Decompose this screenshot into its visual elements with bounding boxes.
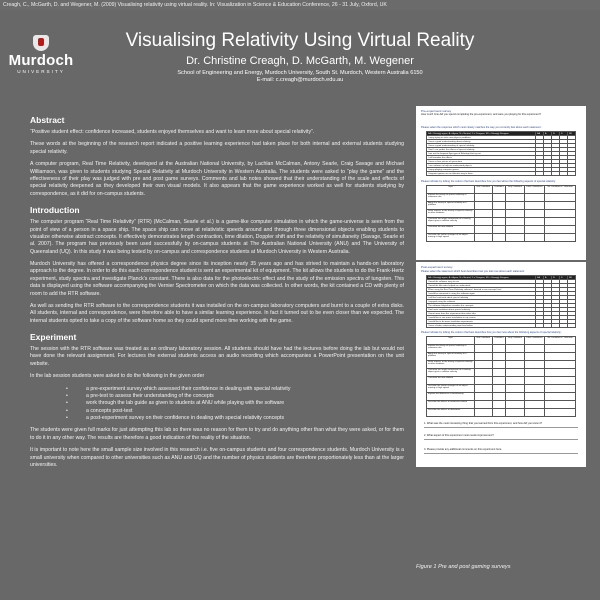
free-response-question: 1. What was the most interesting thing that you learned from this experiment, and how did you know it? xyxy=(424,422,543,425)
pre-survey-agree-table xyxy=(426,131,576,176)
table-cell: State aspects of the theory of special relativity to other students xyxy=(427,361,475,369)
crest-icon xyxy=(33,35,49,51)
main-text-column xyxy=(30,108,404,474)
table-header: A xyxy=(544,132,552,136)
pre-survey-instruction: Please indicate by ticking the column that best describes how you feel about the following aspects of special relativity: xyxy=(421,180,556,183)
free-response-question: 3. Please provide any additional comments on this experiment here. xyxy=(424,448,502,451)
table-cell: I would like to see more simulations in my course xyxy=(427,316,536,320)
divider xyxy=(424,453,578,454)
table-cell: Computer games are an effective way to learn xyxy=(427,172,536,176)
list-item: • a concepts post-test xyxy=(30,408,404,415)
pre-survey-page xyxy=(416,106,586,260)
table-row xyxy=(427,345,576,353)
poster-affiliation: School of Engineering and Energy, Murdoch University, South St. Murdoch, Western Australia 6150 xyxy=(177,70,423,76)
introduction-paragraph: The computer program “Real Time Relativity” (RTR) (McCalman, Searle et al.) is a game-like computer simulation in which the game-universe is seen from the point of view of a person in a space ship. The space ship can move at relativistic speeds around and through three dimensional objects enabling students to visualize otherwise abstract concepts. It effectively demonstrates length contraction, time dilation, Doppler shift and the relativity of simultaneity (Savage, Searle et al. 2007). The program has previously been used successfully by on-campus students at The Australian National University (ANU) and The University of Queensland (UQ). In this study it was being tested by on-campus and correspondence students at Murdoch University in Western Australia. xyxy=(30,219,404,255)
introduction-paragraph: As well as sending the RTR software to the correspondence students it was installed on the on-campus laboratory computers and burnt to a couple of extra disks. All students, internal and correspondence, were therefore able to have a similar learning experience. In fact it turned out to be even closer than we expected. The internal students opted to take a copy of the software home so they could spend more time working with the game. xyxy=(30,302,404,324)
table-header: SD xyxy=(568,276,576,280)
table-header: Topic xyxy=(427,186,475,194)
abstract-heading: Abstract xyxy=(30,115,65,125)
table-header: Little Confidence xyxy=(524,186,545,194)
table-header: Confident xyxy=(492,337,505,345)
poster-email: E-mail: c.creagh@murdoch.edu.au xyxy=(256,77,344,83)
poster-authors: Dr. Christine Creagh, D. McGarth, M. Wegener xyxy=(186,55,414,67)
pre-survey-confidence-table xyxy=(426,185,576,242)
table-header: SA = Strongly agree, A = Agree, N = Neutral, D = Disagree, SD = Strongly Disagree xyxy=(427,276,536,280)
table-row xyxy=(427,218,576,226)
citation-text: Creagh, C., McGarth, D. and Wegener, M. (2009) Visualising relativity using virtual reality. In: Visualization in Science & Education Conference, 26 - 31 July, Oxford, UK xyxy=(3,2,387,8)
pre-survey-title: Pre-experiment survey xyxy=(421,109,452,113)
introduction-heading: Introduction xyxy=(30,205,80,216)
table-cell: I found the lab notes helped me understand xyxy=(427,284,536,288)
table-cell: I learnt more from this experiment than other labs xyxy=(427,312,536,316)
table-header: N xyxy=(552,276,560,280)
post-survey-agree-table xyxy=(426,275,576,328)
post-survey-instruction: Please select the statement which best describes how you feel now about each statement: xyxy=(421,270,525,273)
table-header: A xyxy=(544,276,552,280)
table-cell: I have a clear picture of space-time xyxy=(427,160,536,164)
table-row xyxy=(427,409,576,417)
table-cell: I enjoy trying to solve new physics problems xyxy=(427,136,536,140)
table-row xyxy=(427,172,576,176)
divider xyxy=(424,439,578,440)
experiment-steps-list xyxy=(30,386,404,423)
table-header: No Confidence / Unknown xyxy=(545,186,576,194)
table-row xyxy=(427,369,576,377)
table-header: Topic xyxy=(427,337,475,345)
abstract-paragraph: A computer program, Real Time Relativity, developed at the Australian National University, by Lachlan McCalman, Antony Searle, Craig Savage and Michael Williamson, was given to students studying Special Relativity at Murdoch University in Western Australia. The students were asked to “play the game” and the effectiveness of their play was judged with pre and post game surveys. Comments and lab notes showed that their understanding of the scale and effects of special relativity deepened as they developed their own visual models. It also appears that the game experience worked as well for students studying by correspondence, as it did for on-campus students. xyxy=(30,161,404,197)
table-cell: I enjoy playing computer games xyxy=(427,168,536,172)
table-header: D xyxy=(560,276,568,280)
table-row xyxy=(427,324,576,328)
table-cell: Describe the effects of aberration xyxy=(427,409,475,417)
table-header: Not Confident xyxy=(475,337,493,345)
table-cell: Explain the theory of special relativity to someone else xyxy=(427,194,475,202)
introduction-paragraph: Murdoch University has offered a correspondence physics degree since its inception nearly 35 years ago and has strived to maintain a hands-on laboratory approach to the degree. In order to do this each correspondence student is sent an experimental kit of equipment. The kit allows the students to do the Frank-Hertz experiment, study spectra and investigate Planck’s constant. There is also data for the photoelectric effect and the study of the emission spectra of tungsten. This data is displayed using the software accompanying the Vernier Spectrometer on which the data was collected. In other words, the kit contained a CD with plenty of room to add the RTR software. xyxy=(30,261,404,297)
table-cell: The software helped me visualize the concepts xyxy=(427,304,536,308)
table-header: SA xyxy=(536,276,544,280)
table-row xyxy=(427,361,576,369)
logo-subtitle: UNIVERSITY xyxy=(17,69,65,74)
post-survey-confidence-table xyxy=(426,336,576,417)
abstract-paragraph: These words at the beginning of the research report indicated a positive learning experience had taken place for both internal and external students studying special relativity. xyxy=(30,141,404,155)
table-cell: I use software to help me understand physics xyxy=(427,164,536,168)
table-header: No Confidence / Unknown xyxy=(545,337,576,345)
table-header: SD xyxy=(568,132,576,136)
table-header: N xyxy=(552,132,560,136)
table-row xyxy=(427,385,576,393)
table-cell: Apply the theory of special relativity to a problem xyxy=(427,202,475,210)
table-row xyxy=(427,393,576,401)
table-header: SA = Strongly agree, A = Agree, N = Neutral, D = Disagree, SD = Strongly Disagree xyxy=(427,132,536,136)
list-item: • work through the lab guide as given to students at ANU while playing with the software xyxy=(30,400,404,407)
post-survey-title: Post-experiment survey xyxy=(421,265,453,269)
table-cell: I have a good understanding of special relativity xyxy=(427,144,536,148)
post-survey-instruction: Please indicate by ticking the column that best describes how you feel now about the following aspects of special relativity: xyxy=(421,331,562,334)
table-cell: Explain the difference of simultaneity xyxy=(427,393,475,401)
divider xyxy=(424,427,578,428)
table-cell: Apply the theory of special relativity to a problem xyxy=(427,353,475,361)
poster-title: Visualising Relativity Using Virtual Reality xyxy=(125,30,475,51)
table-cell: Calculate the time dilation xyxy=(427,226,475,234)
experiment-heading: Experiment xyxy=(30,332,77,342)
table-cell: I have a good understanding about relativity xyxy=(427,140,536,144)
experiment-paragraph: In the lab session students were asked to do the following in the given order xyxy=(30,373,205,380)
experiment-paragraph: The session with the RTR software was treated as an ordinary laboratory session. All students should have had the lectures before doing the lab but would not have done the relevant assignment. For lectures the external students access an audio recording which accompanies a PowerPoint presentation on the unit website. xyxy=(30,346,404,367)
table-cell: When using the Real Time Relativity software I learned a new concept I feel xyxy=(427,288,536,292)
poster xyxy=(0,10,600,600)
table-row xyxy=(427,202,576,210)
table-cell: Calculate the length contraction of a moving object given a relative velocity xyxy=(427,369,475,377)
table-cell: I would like to do more simulation experiments xyxy=(427,320,536,324)
survey-figure xyxy=(416,106,586,467)
table-header: Very Confident xyxy=(505,186,524,194)
figure-caption: Figure 1 Pre and post gaming surveys xyxy=(416,564,511,570)
pre-survey-question: How much time did you spend completing the pre-experiment, and were you playing for this experiment? xyxy=(421,113,541,116)
table-header: D xyxy=(560,132,568,136)
table-cell: Explain the theory of special relativity to someone else xyxy=(427,345,475,353)
experiment-paragraph: It is important to note here the small sample size involved in this research i.e. five on-campus students and four correspondence students. Murdoch University is a small university when compared to other universities such as ANU and UQ and the number of physics students are therefore proportionately less than at the larger universities. xyxy=(30,447,404,468)
table-cell: I have a better understanding now than before xyxy=(427,324,536,328)
logo-name: Murdoch xyxy=(8,52,74,69)
post-survey-page xyxy=(416,262,586,467)
table-cell: Calculate the length contraction of a moving object given a relative velocity xyxy=(427,218,475,226)
table-row xyxy=(427,210,576,218)
table-cell: I would be interested in using the software again xyxy=(427,292,536,296)
table-cell: State aspects of the theory of special relativity to other students xyxy=(427,210,475,218)
table-cell: I enjoyed using the software xyxy=(427,300,536,304)
table-cell: Describe the colour changes of an object moving at high speed xyxy=(427,385,475,393)
table-row xyxy=(427,194,576,202)
table-row xyxy=(427,226,576,234)
table-cell: I found the software easy to use xyxy=(427,280,536,284)
table-header: Very Confident xyxy=(505,337,524,345)
poster-header xyxy=(80,30,520,83)
table-cell: I still feel confused about special relativity xyxy=(427,296,536,300)
table-header: Not Confident xyxy=(475,186,493,194)
table-cell: Describe the effects of relativistic motion xyxy=(427,401,475,409)
table-cell: Calculate the time dilation xyxy=(427,377,475,385)
table-header: Little Confidence xyxy=(524,337,545,345)
table-row xyxy=(427,377,576,385)
table-row xyxy=(427,353,576,361)
free-response-question: 2. What aspect of this experiment most needs improvement? xyxy=(424,434,494,437)
list-item: • a post-experiment survey on their confidence in dealing with special relativity concepts xyxy=(30,415,404,422)
table-cell: I still visualize the effects xyxy=(427,156,536,160)
experiment-paragraph: The students were given full marks for just attempting this lab so there was no reason for them to try and do anything other than what they were asked, or for them to do it in any other way. The results are therefore a good indication of the reality of the situation. xyxy=(30,427,404,441)
table-cell: I feel more confident about special relativity xyxy=(427,308,536,312)
table-header: Confident xyxy=(492,186,505,194)
table-row xyxy=(427,401,576,409)
table-cell: I am not the frequent flyer type of Relativity that try not xyxy=(427,152,536,156)
abstract-paragraph: “Positive student effect: confidence increased, students enjoyed themselves and want to learn more about special relativity”. xyxy=(30,129,315,136)
murdoch-logo xyxy=(6,35,76,74)
pre-survey-instruction: Please select the response which most closely matches the way you currently feel about each statement: xyxy=(421,126,542,129)
list-item: • a pre-experiment survey which assessed their confidence in dealing with special relativity xyxy=(30,386,404,393)
table-row xyxy=(427,234,576,242)
table-header: SA xyxy=(536,132,544,136)
table-cell: I feel I can predict the effects of special relativity xyxy=(427,148,536,152)
table-cell: Describe the colour changes of an object moving at high speed xyxy=(427,234,475,242)
list-item: • a pre-test to assess their understanding of the concepts xyxy=(30,393,404,400)
